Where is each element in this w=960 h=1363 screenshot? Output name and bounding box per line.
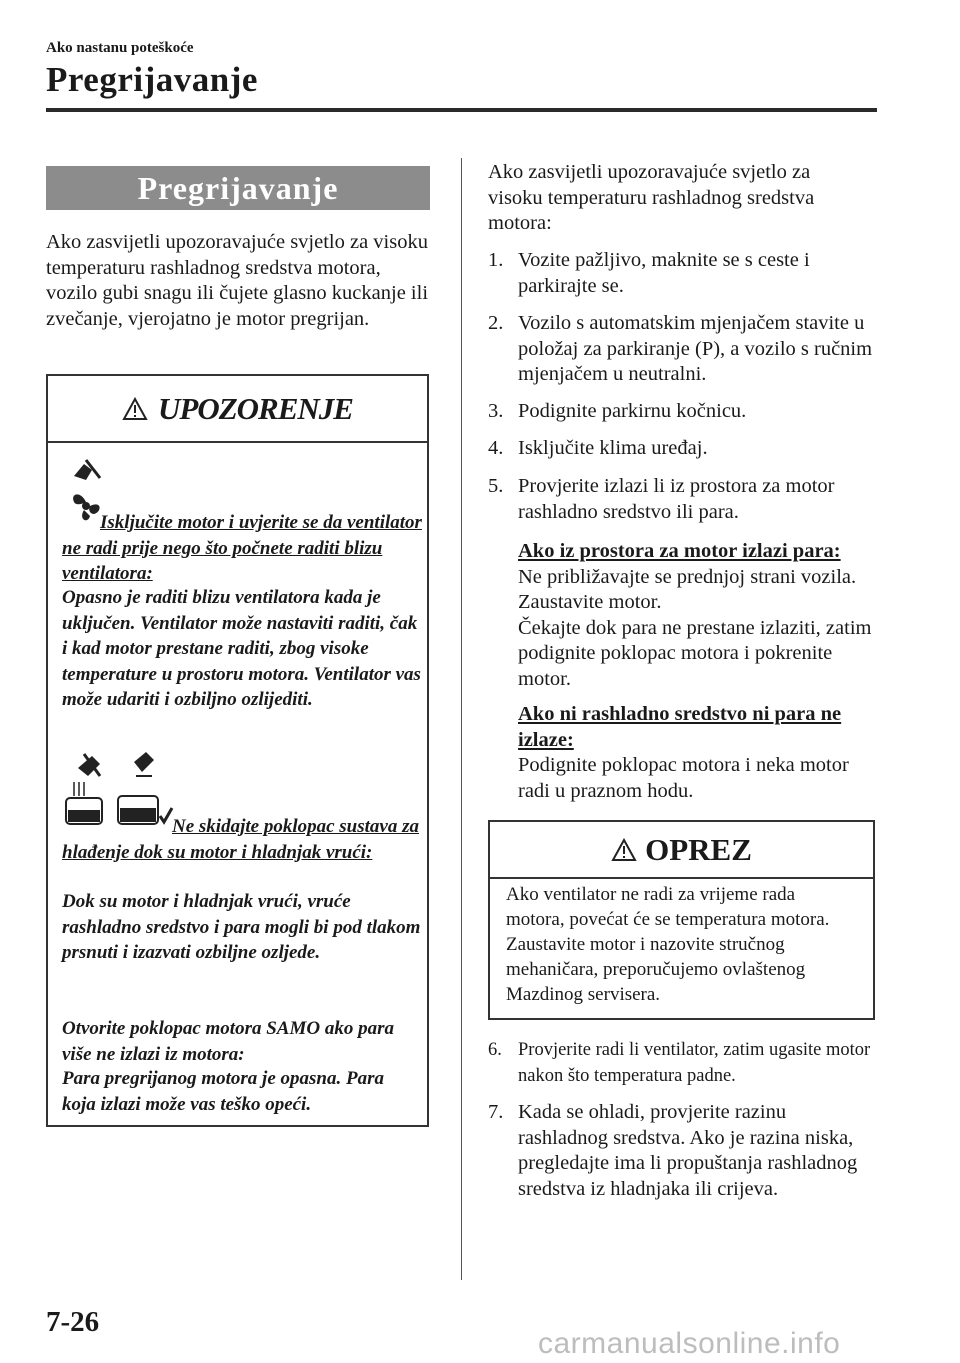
no-steam-case-text: Podignite poklopac motora i neka motor radi u praznom hodu. bbox=[518, 754, 849, 802]
step-item: 4. Isključite klima uređaj. bbox=[488, 437, 708, 459]
chapter-label: Ako nastanu poteškoće bbox=[46, 40, 194, 56]
step-item: 5. Provjerite izlazi li iz prostora za motor rashladno sredstvo ili para. bbox=[488, 475, 835, 523]
page-title: Pregrijavanje bbox=[46, 60, 258, 99]
warning-header bbox=[48, 376, 427, 443]
step-item: 6. Provjerite radi li ventilator, zatim ugasite motor nakon što temperatura padne. bbox=[488, 1040, 871, 1086]
step-item: 7. Kada se ohladi, provjerite razinu rashladnog sredstva. Ako je razina niska, pregledajte ima li propuštanja rashladnog sredstva iz hladnjaka ili crijeva. bbox=[488, 1101, 858, 1200]
no-steam-case-heading: Ako ni rashladno sredstvo ni para ne izlaze: bbox=[518, 703, 842, 751]
warning-cap-text: Dok su motor i hladnjak vrući, vruće rashladno sredstvo i para mogli bi pod tlakom prsnuti i izazvati ozbiljne ozljede. bbox=[62, 891, 421, 963]
section-banner: Pregrijavanje bbox=[46, 166, 430, 210]
right-intro: Ako zasvijetli upozoravajuće svjetlo za visoku temperaturu rashladnog sredstva motora: bbox=[488, 161, 815, 234]
page-number: 7-26 bbox=[46, 1306, 100, 1338]
step-item: 1. Vozite pažljivo, maknite se s ceste i parkirajte se. bbox=[488, 249, 810, 297]
warning-cap-heading: Ne skidajte poklopac sustava za hlađenje dok su motor i hladnjak vrući: bbox=[62, 816, 419, 863]
caution-header bbox=[490, 822, 873, 879]
warning-fan-heading: Isključite motor i uvjerite se da ventilator ne radi prije nego što počnete raditi blizu ventilatora: bbox=[62, 512, 422, 584]
warning-hood-text: Para pregrijanog motora je opasna. Para koja izlazi može vas teško opeći. bbox=[62, 1068, 384, 1115]
warning-title: UPOZORENJE bbox=[158, 390, 353, 426]
watermark: carmanualsonline.info bbox=[538, 1327, 841, 1360]
warning-box bbox=[46, 374, 429, 1127]
caution-triangle-icon bbox=[611, 838, 637, 862]
warning-triangle-icon bbox=[122, 397, 148, 421]
warning-fan-text: Opasno je raditi blizu ventilatora kada je uključen. Ventilator može nastaviti raditi, čak i kad motor prestane raditi, zbog visoke temperature u prostoru motora. Ventilator vas može udariti i ozbiljno ozlijediti. bbox=[62, 587, 421, 710]
steam-case-line2: Čekajte dok para ne prestane izlaziti, zatim podignite poklopac motora i pokrenite motor. bbox=[518, 616, 872, 690]
step-item: 3. Podignite parkirnu kočnicu. bbox=[488, 400, 747, 422]
steam-case bbox=[518, 539, 878, 692]
caution-title: OPREZ bbox=[645, 831, 752, 867]
intro-paragraph: Ako zasvijetli upozoravajuće svjetlo za visoku temperaturu rashladnog sredstva motora, vozilo gubi snagu ili čujete glasno kuckanje ili zvečanje, vjerojatno je motor pregrijan. bbox=[46, 231, 429, 330]
column-divider bbox=[461, 158, 462, 1280]
steam-case-line1: Ne približavajte se prednjoj strani vozila. Zaustavite motor. bbox=[518, 565, 857, 613]
warning-hood-heading: Otvorite poklopac motora SAMO ako para više ne izlazi iz motora: bbox=[62, 1018, 394, 1065]
step-item: 2. Vozilo s automatskim mjenjačem stavite u položaj za parkiranje (P), a vozilo s ručnim mjenjačem u neutralni. bbox=[488, 312, 873, 385]
caution-text: Ako ventilator ne radi za vrijeme rada motora, povećat će se temperatura motora. Zaustavite motor i nazovite stručnog mehaničara, preporučujemo ovlaštenog Mazdinog servisera. bbox=[506, 884, 830, 1005]
header-rule bbox=[46, 108, 877, 112]
no-steam-case bbox=[518, 702, 878, 804]
steam-case-heading: Ako iz prostora za motor izlazi para: bbox=[518, 540, 841, 562]
caution-box bbox=[488, 820, 875, 1020]
